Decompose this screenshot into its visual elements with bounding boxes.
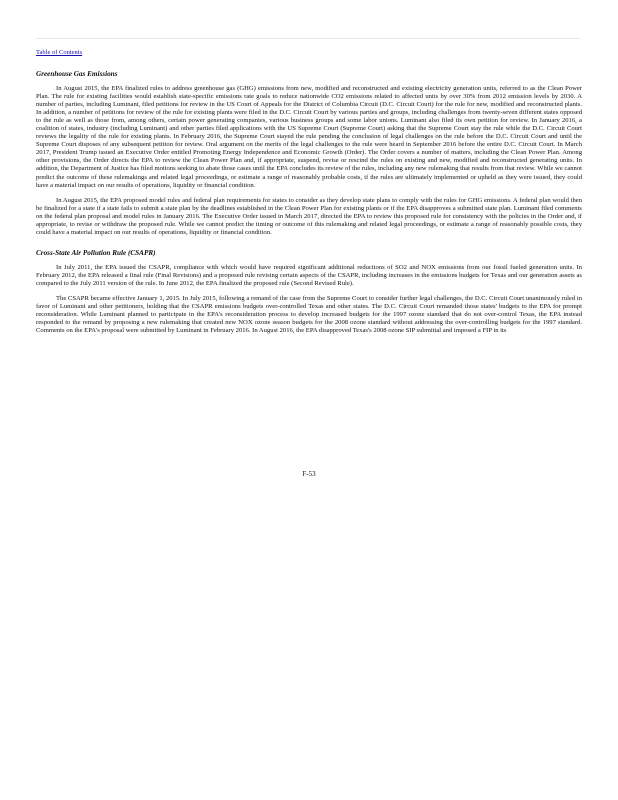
document-body: [36, 70, 582, 342]
header-rule: [36, 38, 580, 39]
paragraph: In August 2015, the EPA finalized rules to address greenhouse gas (GHG) emissions from new, modified and reconstructed and existing electricity generation units, referred to as the Clean Power Plan. The rule for existing facilities would establish state-specific emissions rate goals to reduce nationwide CO2 emissions related to affected units by over 30% from 2012 emission levels by 2030. A number of parties, including Luminant, filed petitions for review in the US Court of Appeals for the District of Columbia Circuit (D.C. Circuit Court) for the rule for new, modified and reconstructed plants. In addition, a number of petitions for review of the rule for existing plants were filed in the D.C. Circuit Court by various parties and groups, including challenges from twenty-seven different states opposed to the rule as well as those from, among others, certain power generating companies, various business groups and some labor unions. Luminant also filed its own petition for review. In January 2016, a coalition of states, industry (including Luminant) and other parties filed applications with the US Supreme Court (Supreme Court) asking that the Supreme Court stay the rule while the D.C. Circuit Court reviews the legality of the rule for existing plants. In February 2016, the Supreme Court stayed the rule pending the conclusion of legal challenges on the rule before the D.C. Circuit Court and until the Supreme Court disposes of any subsequent petition for review. Oral argument on the merits of the legal challenges to the rule were heard in September 2016 before the entire D.C. Circuit Court. In March 2017, President Trump issued an Executive Order entitled Promoting Energy Independence and Economic Growth (Order). The Order covers a number of matters, including the Clean Power Plan. Among other provisions, the Order directs the EPA to review the Clean Power Plan and, if appropriate, suspend, revise or rescind the rules on existing and new, modified and reconstructed generating units. In addition, the Department of Justice has filed motions seeking to abate those cases until the EPA concludes its review of the rules, including any new rulemaking that results from that review. While we cannot predict the outcome of these rulemakings and related legal proceedings, or estimate a range of reasonably probable costs, if the rules are ultimately implemented or upheld as they were issued, they could have a material impact on our results of operations, liquidity or financial condition.: [36, 85, 582, 189]
table-of-contents-link[interactable]: Table of Contents: [36, 49, 83, 56]
section-heading-csapr: Cross-State Air Pollution Rule (CSAPR): [36, 248, 156, 257]
page-number: F-53: [302, 470, 316, 478]
paragraph: In July 2011, the EPA issued the CSAPR, compliance with which would have required significant additional reductions of SO2 and NOX emissions from our fossil fueled generation units. In February 2012, the EPA released a final rule (Final Revisions) and a proposed rule revising certain aspects of the CSAPR, including increases in the emissions budgets for Texas and our generation assets as compared to the July 2011 version of the rule. In June 2012, the EPA finalized the proposed rule (Second Revised Rule).: [36, 263, 582, 287]
paragraph: In August 2015, the EPA proposed model rules and federal plan requirements for states to consider as they develop state plans to comply with the rules for GHG emissions. A federal plan would then be finalized for a state if a state fails to submit a state plan by the deadlines established in the Clean Power Plan for existing plants or if the EPA disapproves a submitted state plan. Luminant filed comments on the federal plan proposal and model rules in January 2016. The Executive Order issued in March 2017, directed the EPA to review this proposed rule for consistency with the policies in the Order and, if appropriate, to revise or withdraw the proposed rule. While we cannot predict the timing or outcome of this rulemaking and related legal proceedings, or estimate a range of reasonably possible costs, they could have a material impact on our results of operations, liquidity or financial condition.: [36, 196, 582, 236]
section-heading-greenhouse-gas: Greenhouse Gas Emissions: [36, 70, 118, 78]
paragraph: The CSAPR became effective January 1, 2015. In July 2015, following a remand of the case from the Supreme Court to consider further legal challenges, the D.C. Circuit Court unanimously ruled in favor of Luminant and other petitioners, holding that the CSAPR emissions budgets over-controlled Texas and other states. The D.C. Circuit Court remanded those states' budgets to the EPA for prompt reconsideration. While Luminant planned to participate in the EPA's reconsideration process to develop increased budgets for the 1997 ozone standard that do not over-control Texas, the EPA instead responded to the remand by proposing a new rulemaking that created new NOX ozone season budgets for the 2008 ozone standard without addressing the over-controlling budgets for the 1997 standard. Comments on the EPA's proposal were submitted by Luminant in February 2016. In August 2016, the EPA disapproved Texas's 2008 ozone SIP submittal and imposed a FIP in its: [36, 294, 582, 335]
